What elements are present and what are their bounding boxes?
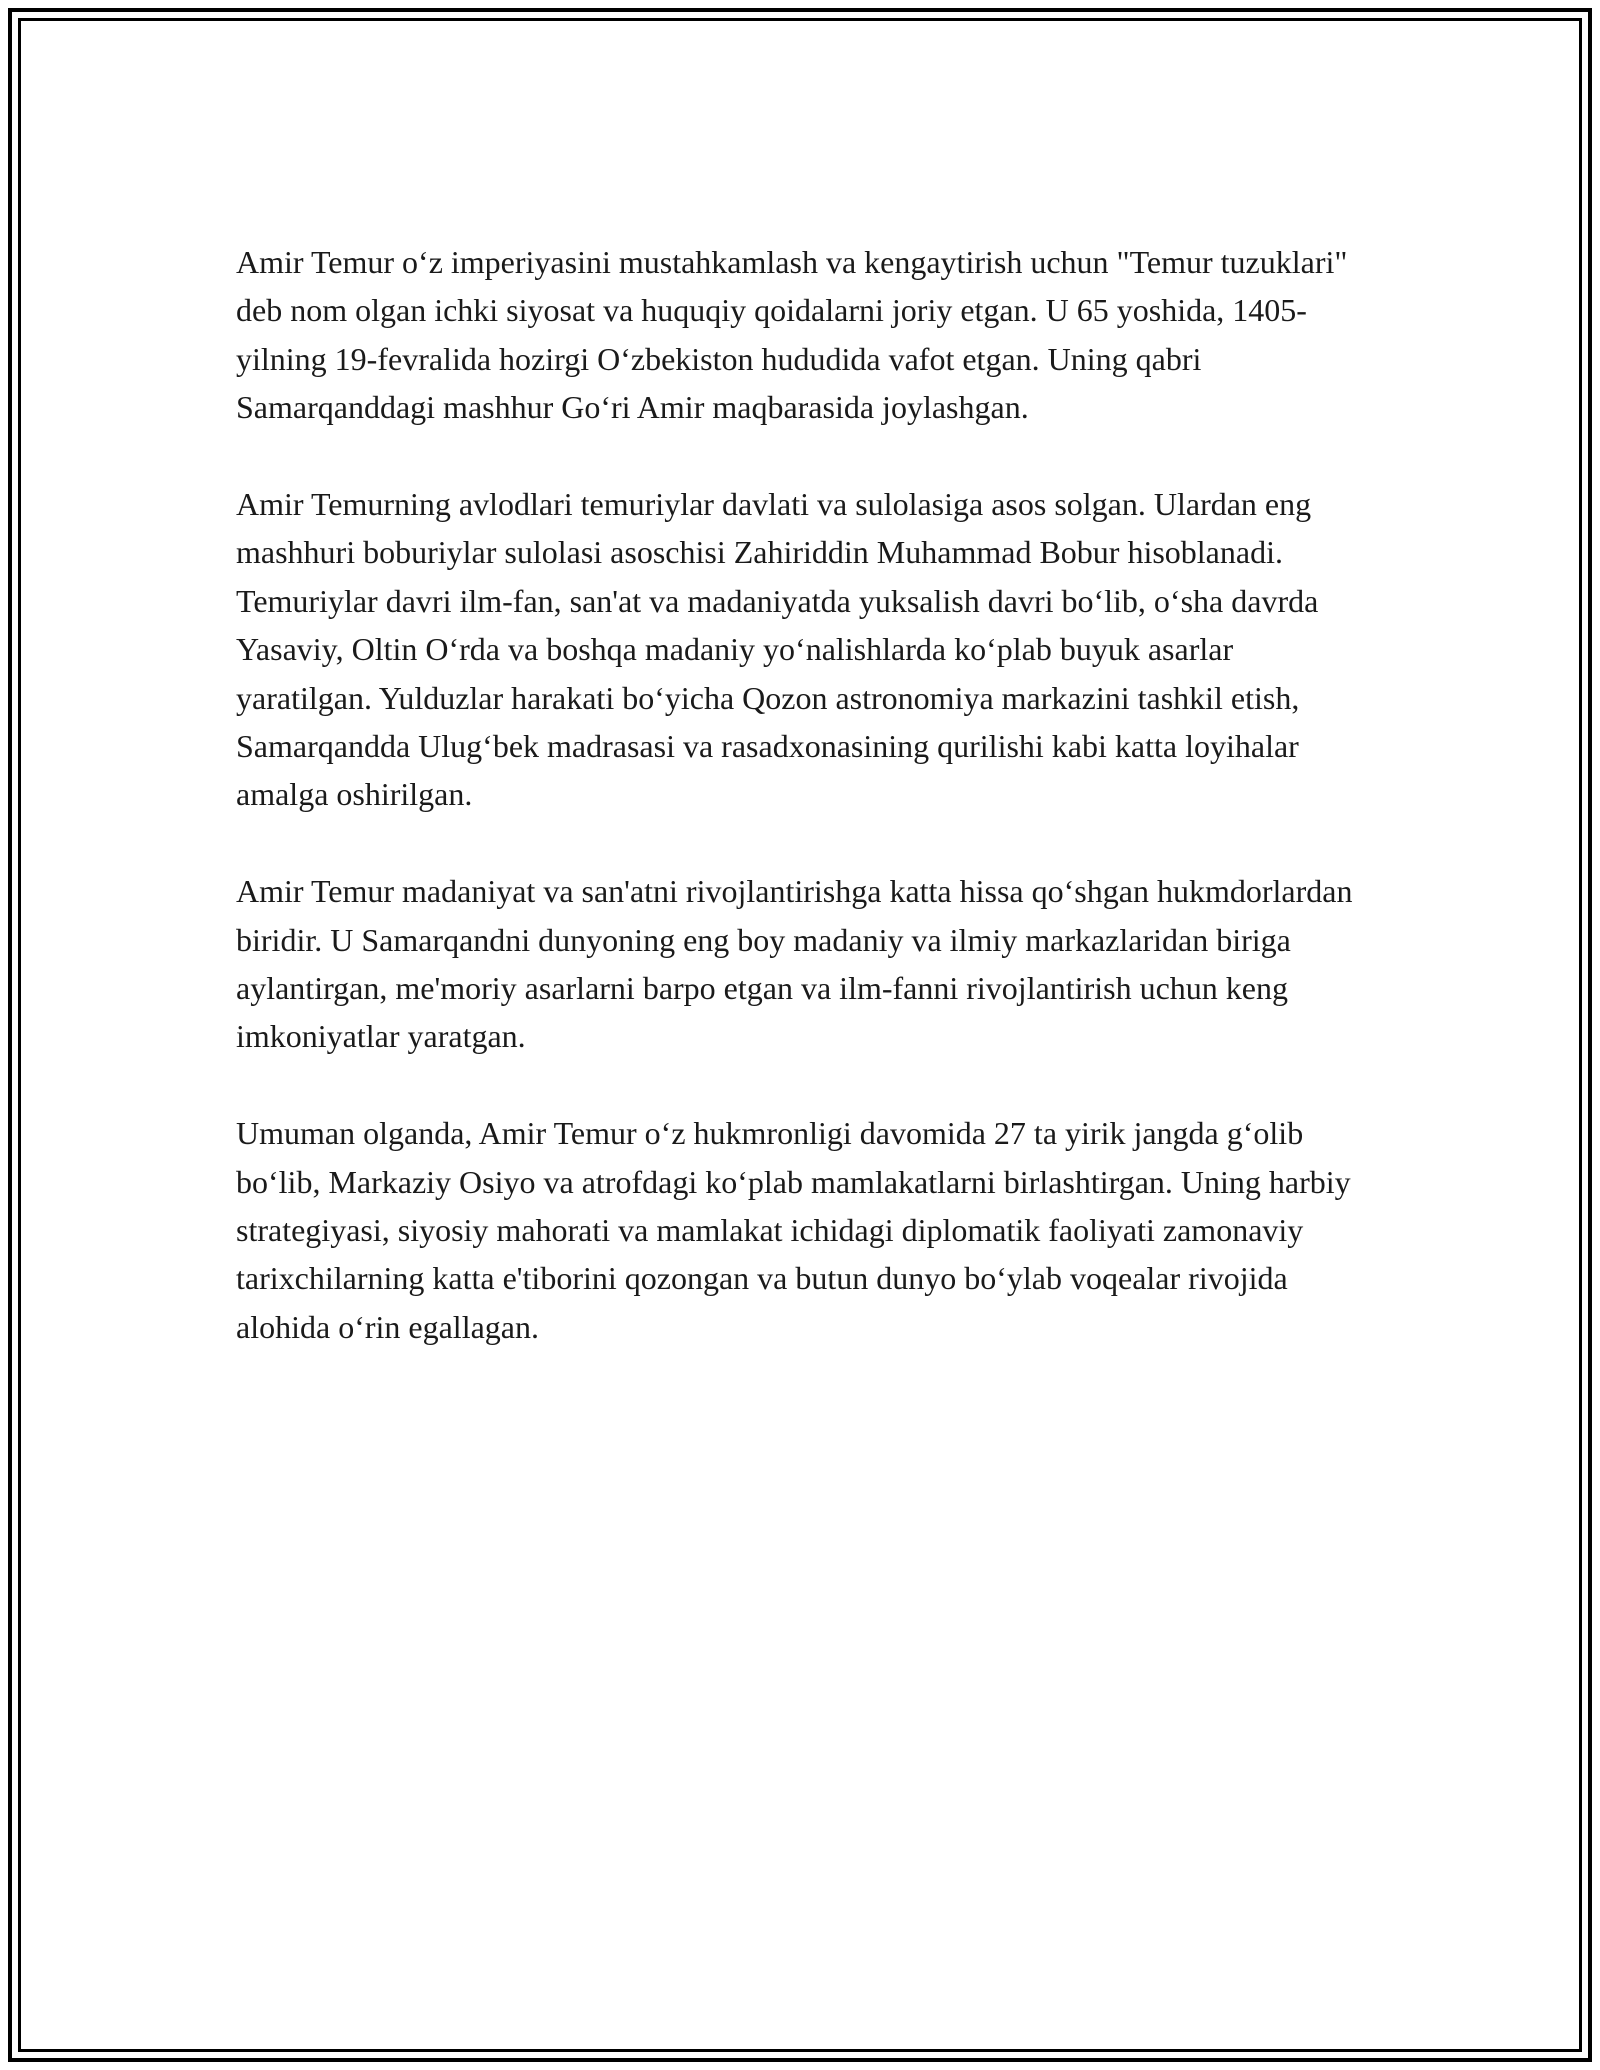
paragraph: Amir Temur o‘z imperiyasini mustahkamlash va kengaytirish uchun "Temur tuzuklari" deb nom olgan ichki siyosat va huquqiy qoidalarni joriy etgan. U 65 yoshida, 1405-yilning 19-fevralida hozirgi O‘zbekiston hududida vafot etgan. Uning qabri Samarqanddagi mashhur Go‘ri Amir maqbarasida joylashgan. — [236, 244, 1348, 426]
paragraph: Umuman olganda, Amir Temur o‘z hukmronligi davomida 27 ta yirik jangda g‘olib bo‘lib, Markaziy Osiyo va atrofdagi ko‘plab mamlakatlarni birlashtirgan. Uning harbiy strategiyasi, siyosiy mahorati va mamlakat ichidagi diplomatik faoliyati zamonaviy tarixchilarning katta e'tiborini qozongan va butun dunyo bo‘ylab voqealar rivojida alohida o‘rin egallagan. — [236, 1115, 1351, 1345]
paragraph: Amir Temur madaniyat va san'atni rivojlantirishga katta hissa qo‘shgan hukmdorlardan biridir. U Samarqandni dunyoning eng boy madaniy va ilmiy markazlaridan biriga aylantirgan, me'moriy asarlarni barpo etgan va ilm-fanni rivojlantirish uchun keng imkoniyatlar yaratgan. — [236, 873, 1353, 1055]
paragraph: Amir Temurning avlodlari temuriylar davlati va sulolasiga asos solgan. Ulardan eng mashhuri boburiylar sulolasi asoschisi Zahiriddin Muhammad Bobur hisoblanadi. Temuriylar davri ilm-fan, san'at va madaniyatda yuksalish davri bo‘lib, o‘sha davrda Yasaviy, Oltin O‘rda va boshqa madaniy yo‘nalishlarda ko‘plab buyuk asarlar yaratilgan. Yulduzlar harakati bo‘yicha Qozon astronomiya markazini tashkil etish, Samarqandda Ulug‘bek madrasasi va rasadxonasining qurilishi kabi katta loyihalar amalga oshirilgan. — [236, 486, 1319, 813]
document-body — [236, 238, 1376, 1400]
